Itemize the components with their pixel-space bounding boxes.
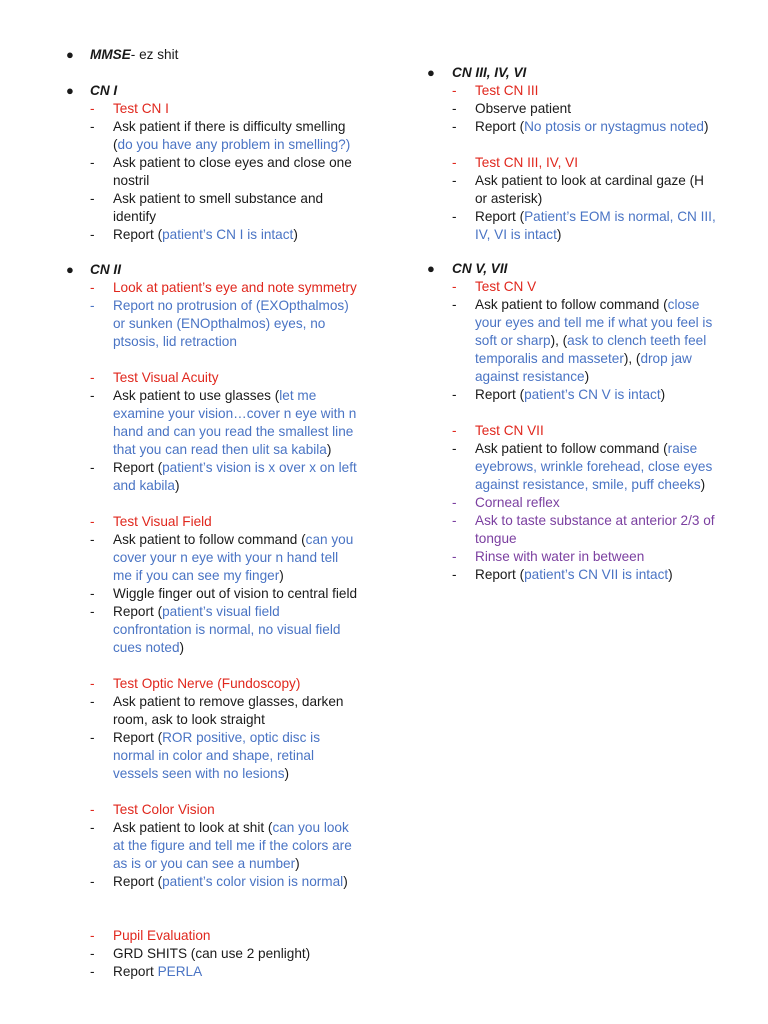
list-item-line — [113, 208, 323, 226]
list-item-line — [475, 494, 560, 512]
list-item-line — [475, 458, 712, 476]
list-item — [475, 118, 708, 136]
mmse-heading — [90, 46, 178, 64]
list-item-line — [113, 927, 211, 945]
text-segment: that you can read then ulit sa kabila — [113, 442, 327, 457]
bullet-icon: ● — [66, 83, 74, 98]
text-segment: ), ( — [550, 333, 568, 348]
list-dash: - — [90, 586, 95, 601]
bullet-icon: ● — [66, 262, 74, 277]
text-segment: ) — [668, 567, 673, 582]
text-segment: ) — [556, 227, 562, 242]
list-item-line — [113, 549, 353, 567]
cn346-bullet-row — [384, 64, 768, 82]
text-segment: identify — [113, 209, 157, 224]
list-dash: - — [452, 209, 457, 224]
list-item-line — [113, 765, 320, 783]
text-segment: as is or you can see a number — [113, 856, 296, 871]
list-item — [113, 675, 300, 693]
list-item-line — [113, 621, 340, 639]
list-dash: - — [90, 298, 95, 313]
text-segment: Report — [113, 298, 158, 313]
list-dash: - — [452, 297, 457, 312]
text-segment: Test Visual Field — [113, 514, 212, 529]
list-item-line — [475, 314, 712, 332]
list-dash: - — [90, 388, 95, 403]
text-segment: Look at patient’s eye and note symmetry — [113, 280, 357, 295]
text-segment: vessels seen with no lesions — [113, 766, 285, 781]
list-item-line — [113, 855, 352, 873]
text-segment: IV, VI is intact — [475, 227, 557, 242]
cn2-heading: CN II — [90, 262, 121, 277]
text-segment: against resistance — [475, 369, 585, 384]
text-segment: ) — [295, 856, 300, 871]
list-dash: - — [452, 155, 457, 170]
list-dash: - — [452, 83, 457, 98]
text-segment: me if you can see my finger — [113, 568, 280, 583]
list-dash: - — [90, 280, 95, 295]
bullet-icon: ● — [427, 65, 435, 80]
list-item-line — [113, 711, 343, 729]
list-dash: - — [90, 227, 95, 242]
text-segment: room, ask to look straight — [113, 712, 265, 727]
list-item — [475, 154, 578, 172]
text-segment: ) — [584, 369, 590, 384]
list-item — [475, 172, 704, 208]
text-segment: or sunken (ENOpthalmos) eyes, no — [113, 316, 326, 331]
list-dash: - — [452, 567, 457, 582]
text-segment: or asterisk) — [475, 191, 543, 206]
list-dash: - — [90, 928, 95, 943]
text-segment: Report ( — [113, 874, 163, 889]
text-segment: nostril — [113, 173, 150, 188]
text-segment: cover your n eye with your n hand tell — [113, 550, 339, 565]
text-segment: Ask patient to close eyes and close one — [113, 155, 352, 170]
text-segment: ) — [179, 640, 185, 655]
text-segment: Report ( — [475, 209, 525, 224]
list-item — [113, 387, 356, 459]
text-segment: ptsosis, lid retraction — [113, 334, 237, 349]
list-item — [475, 494, 560, 512]
text-segment: can you — [305, 532, 354, 547]
cn57-bullet-row — [384, 260, 768, 278]
list-dash: - — [90, 874, 95, 889]
text-segment: ) — [293, 227, 298, 242]
text-segment: Test Optic Nerve (Fundoscopy) — [113, 676, 301, 691]
list-item-line — [475, 278, 536, 296]
list-dash: - — [90, 964, 95, 979]
cn1-bullet-row — [0, 82, 384, 100]
list-dash: - — [452, 173, 457, 188]
text-segment: drop jaw — [640, 351, 692, 366]
list-dash: - — [452, 101, 457, 116]
list-item — [475, 296, 712, 386]
list-item-line — [113, 154, 352, 172]
list-item — [113, 297, 349, 351]
text-segment: Ask patient to use glasses ( — [113, 388, 280, 403]
cn2-bullet-row — [0, 261, 384, 279]
text-segment: Test CN VII — [475, 423, 544, 438]
list-item-line — [475, 422, 544, 440]
list-item — [113, 459, 357, 495]
text-segment: patient’s CN VII is intact — [524, 567, 669, 582]
text-segment: ) — [174, 478, 180, 493]
text-segment: normal in color and shape, retinal — [113, 748, 314, 763]
list-dash: - — [452, 387, 457, 402]
list-item-line — [113, 136, 350, 154]
list-item-line — [113, 747, 320, 765]
text-segment: can you look — [272, 820, 349, 835]
list-dash: - — [90, 191, 95, 206]
list-dash: - — [90, 820, 95, 835]
list-item-line — [475, 154, 578, 172]
list-item — [113, 873, 348, 891]
text-segment: ask to clench teeth feel — [567, 333, 707, 348]
list-item — [113, 513, 212, 531]
list-item-line — [113, 279, 357, 297]
text-segment: patient’s CN I is intact — [162, 227, 294, 242]
list-item-line — [113, 405, 356, 423]
list-item-line — [475, 332, 712, 350]
list-item — [113, 819, 352, 873]
list-item — [113, 963, 202, 981]
cn1-heading: CN I — [90, 83, 118, 98]
mmse-title: MMSE — [90, 47, 131, 62]
list-item-line — [113, 459, 357, 477]
list-item-line — [113, 639, 340, 657]
text-segment: GRD SHITS (can use 2 penlight) — [113, 946, 311, 961]
text-segment: Test CN V — [475, 279, 537, 294]
list-dash: - — [90, 676, 95, 691]
text-segment: cues noted — [113, 640, 180, 655]
list-dash: - — [452, 279, 457, 294]
list-item-line — [113, 819, 352, 837]
text-segment: Observe patient — [475, 101, 571, 116]
text-segment: Wiggle finger out of vision to central field — [113, 586, 358, 601]
text-segment: ) — [279, 568, 284, 583]
list-item-line — [113, 441, 356, 459]
text-segment: Report ( — [475, 387, 525, 402]
list-item-line — [113, 118, 350, 136]
list-item — [475, 548, 644, 566]
text-segment: No ptosis or nystagmus noted — [524, 119, 704, 134]
list-item-line — [113, 531, 353, 549]
list-item-line — [475, 208, 716, 226]
text-segment: Patient’s EOM is normal, CN III, — [524, 209, 716, 224]
text-segment: close — [667, 297, 700, 312]
cn346-heading: CN III, IV, VI — [452, 65, 527, 80]
list-item-line — [475, 118, 708, 136]
list-item-line — [113, 423, 356, 441]
list-item-line — [113, 315, 349, 333]
text-segment: PERLA — [157, 964, 203, 979]
text-segment: ) — [343, 874, 348, 889]
text-segment: eyebrows, wrinkle forehead, close eyes — [475, 459, 713, 474]
list-item-line — [113, 369, 219, 387]
text-segment: and kabila — [113, 478, 175, 493]
list-item — [475, 82, 538, 100]
text-segment: Ask patient to look at shit ( — [113, 820, 273, 835]
list-item — [475, 278, 536, 296]
text-segment: soft or sharp — [475, 333, 551, 348]
text-segment: hand and can you read the smallest line — [113, 424, 354, 439]
text-segment: let me — [279, 388, 317, 403]
text-segment: Test CN III, IV, VI — [475, 155, 578, 170]
list-item — [113, 369, 219, 387]
list-item-line — [475, 82, 538, 100]
list-item-line — [113, 100, 169, 118]
list-item-line — [113, 333, 349, 351]
list-item-line — [113, 693, 343, 711]
text-segment: patient’s visual field — [162, 604, 280, 619]
list-item-line — [113, 297, 349, 315]
text-segment: Test CN I — [113, 101, 169, 116]
list-dash: - — [90, 604, 95, 619]
list-item-line — [113, 963, 202, 981]
list-dash: - — [90, 155, 95, 170]
list-item — [113, 531, 353, 585]
text-segment: Report ( — [475, 119, 525, 134]
text-segment: against resistance, smile, puff cheeks — [475, 477, 701, 492]
list-dash: - — [452, 549, 457, 564]
list-item-line — [113, 603, 340, 621]
text-segment: Ask to taste substance at anterior 2/3 of — [475, 513, 715, 528]
list-item — [113, 100, 169, 118]
list-item — [113, 729, 320, 783]
list-dash: - — [90, 946, 95, 961]
text-segment: ), ( — [623, 351, 641, 366]
list-item-line — [113, 585, 357, 603]
list-item — [113, 279, 357, 297]
list-item-line — [475, 566, 673, 584]
list-item-line — [475, 512, 715, 530]
text-segment: Ask patient to follow command ( — [113, 532, 306, 547]
text-segment: ) — [660, 387, 666, 402]
text-segment: tongue — [475, 531, 517, 546]
text-segment: patient’s CN V is intact — [524, 387, 661, 402]
list-item-line — [113, 387, 356, 405]
list-dash: - — [90, 694, 95, 709]
text-segment: Ask patient to follow command ( — [475, 297, 668, 312]
list-item — [475, 386, 665, 404]
list-item-line — [475, 350, 712, 368]
text-segment: patient’s vision is x over x on left — [162, 460, 357, 475]
list-item — [475, 566, 673, 584]
text-segment: Pupil Evaluation — [113, 928, 211, 943]
text-segment: patient’s color vision is normal — [162, 874, 344, 889]
list-item-line — [113, 675, 300, 693]
text-segment: do you have any problem in smelling?) — [117, 137, 351, 152]
mmse-bullet-row — [0, 46, 384, 64]
list-item-line — [113, 190, 323, 208]
list-dash: - — [90, 514, 95, 529]
text-segment: Test Visual Acuity — [113, 370, 219, 385]
text-segment: examine your vision…cover n eye with n — [113, 406, 357, 421]
list-item — [113, 118, 350, 154]
list-item-line — [113, 477, 357, 495]
list-dash: - — [90, 119, 95, 134]
list-dash: - — [90, 460, 95, 475]
list-dash: - — [90, 730, 95, 745]
text-segment: Corneal reflex — [475, 495, 560, 510]
text-segment: ROR positive, optic disc is — [162, 730, 320, 745]
text-segment: Report ( — [113, 227, 163, 242]
text-segment: raise — [667, 441, 698, 456]
text-segment: ) — [326, 442, 332, 457]
list-dash: - — [452, 495, 457, 510]
text-segment: ( — [113, 137, 118, 152]
list-item-line — [113, 226, 298, 244]
list-dash: - — [90, 802, 95, 817]
list-item-line — [113, 873, 348, 891]
list-dash: - — [452, 119, 457, 134]
text-segment: Ask patient to remove glasses, darken — [113, 694, 344, 709]
text-segment: Ask patient to follow command ( — [475, 441, 668, 456]
list-item-line — [113, 837, 352, 855]
list-item — [113, 603, 340, 657]
text-segment: Ask patient to look at cardinal gaze (H — [475, 173, 704, 188]
text-segment: Rinse with water in between — [475, 549, 645, 564]
text-segment: Report ( — [113, 460, 163, 475]
list-item — [113, 693, 343, 729]
text-segment: Report ( — [113, 730, 163, 745]
list-item-line — [475, 368, 712, 386]
list-dash: - — [452, 423, 457, 438]
text-segment: temporalis and masseter — [475, 351, 624, 366]
list-item-line — [475, 476, 712, 494]
list-item-line — [113, 729, 320, 747]
list-item — [475, 208, 716, 244]
list-item-line — [475, 548, 644, 566]
list-item — [113, 226, 298, 244]
list-dash: - — [452, 441, 457, 456]
list-item-line — [475, 172, 704, 190]
bullet-icon: ● — [66, 47, 74, 62]
list-item — [113, 945, 310, 963]
text-segment: at the figure and tell me if the colors are — [113, 838, 352, 853]
text-segment: Ask patient if there is difficulty smelling — [113, 119, 346, 134]
text-segment: ) — [284, 766, 290, 781]
list-item-line — [475, 190, 704, 208]
list-item-line — [475, 226, 716, 244]
list-item — [113, 154, 352, 190]
text-segment: ) — [703, 119, 709, 134]
list-dash: - — [452, 513, 457, 528]
text-segment: confrontation is normal, no visual field — [113, 622, 341, 637]
list-item-line — [113, 567, 353, 585]
mmse-suffix: - ez shit — [130, 47, 179, 62]
bullet-icon: ● — [427, 261, 435, 276]
cn57-heading: CN V, VII — [452, 261, 508, 276]
text-segment: Test Color Vision — [113, 802, 215, 817]
list-item-line — [113, 172, 352, 190]
list-item-line — [475, 530, 715, 548]
list-item — [113, 585, 357, 603]
text-segment: Report ( — [113, 604, 163, 619]
list-dash: - — [90, 370, 95, 385]
list-item — [113, 927, 211, 945]
list-item — [113, 190, 323, 226]
text-segment: your eyes and tell me if what you feel is — [475, 315, 713, 330]
list-dash: - — [90, 101, 95, 116]
list-item — [475, 440, 712, 494]
list-item — [475, 422, 544, 440]
text-segment: Report ( — [475, 567, 525, 582]
list-item-line — [475, 296, 712, 314]
text-segment: ) — [700, 477, 706, 492]
list-item — [113, 801, 215, 819]
text-segment: no protrusion of (EXOpthalmos) — [157, 298, 349, 313]
list-item — [475, 100, 571, 118]
list-item-line — [475, 386, 665, 404]
text-segment: Test CN III — [475, 83, 539, 98]
list-item-line — [113, 945, 310, 963]
list-item-line — [475, 100, 571, 118]
list-dash: - — [90, 532, 95, 547]
text-segment: Report — [113, 964, 158, 979]
list-item — [475, 512, 715, 548]
text-segment: Ask patient to smell substance and — [113, 191, 324, 206]
list-item-line — [113, 801, 215, 819]
list-item-line — [113, 513, 212, 531]
list-item-line — [475, 440, 712, 458]
